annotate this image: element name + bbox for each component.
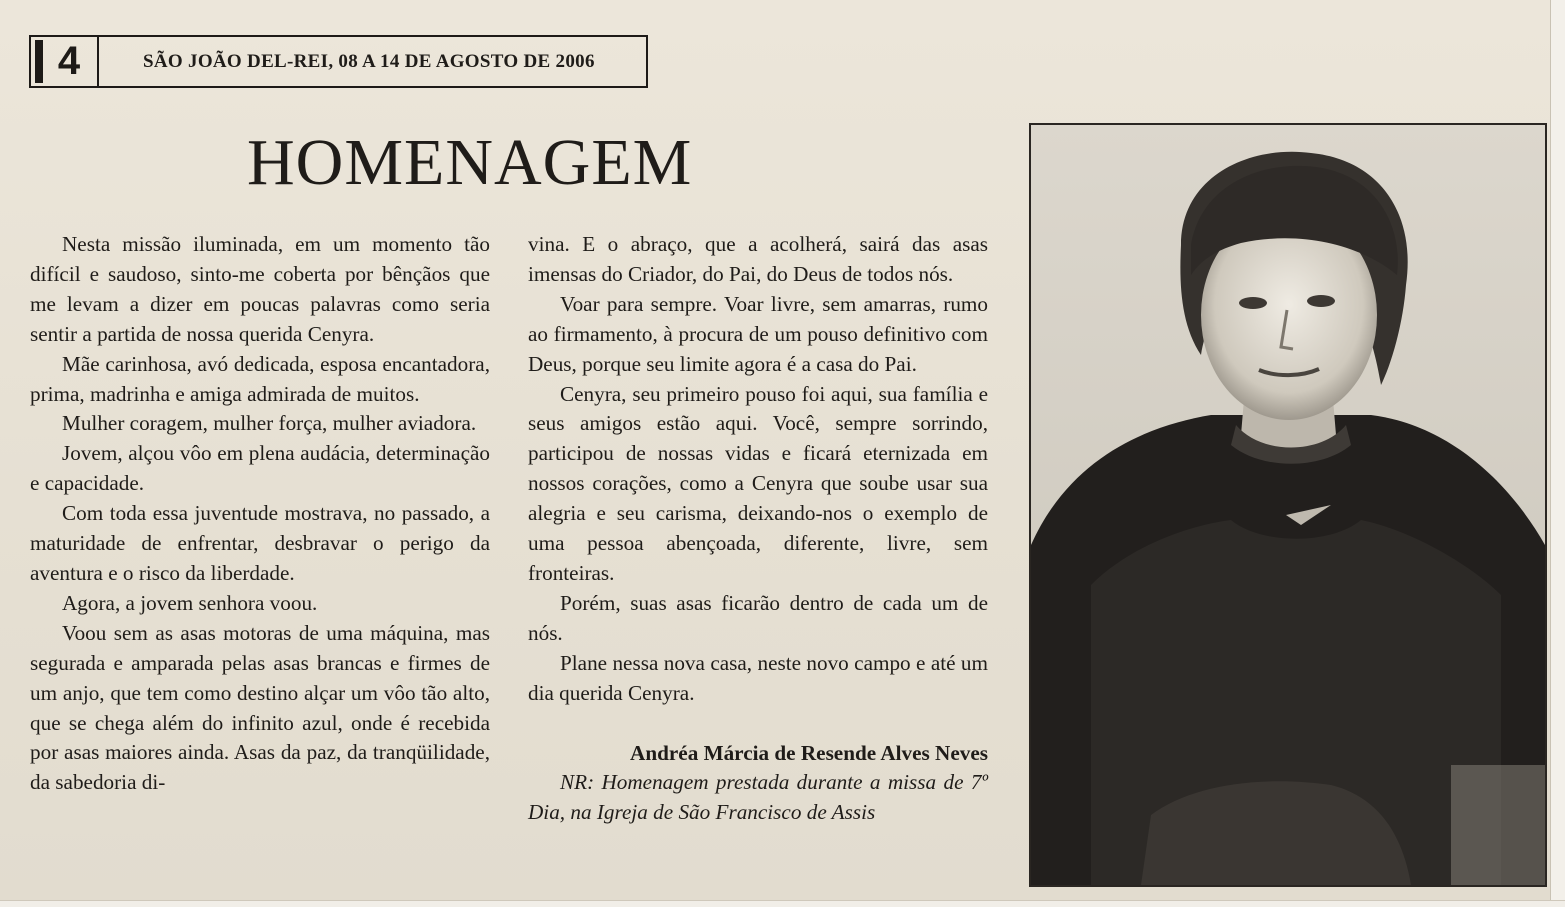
article-column-1 — [30, 230, 490, 798]
article-column-2 — [528, 230, 988, 828]
page-number: 4 — [57, 39, 81, 83]
paragraph: Com toda essa juventude mostrava, no passado, a maturidade de enfrentar, desbravar o perigo da aventura e o risco da liberdade. — [30, 501, 490, 585]
paper-edge-bottom — [0, 900, 1565, 907]
page-header — [29, 35, 648, 88]
paragraph: Agora, a jovem senhora voou. — [62, 590, 318, 615]
portrait-illustration — [1031, 125, 1545, 885]
page-number-box — [31, 37, 99, 86]
paragraph: Cenyra, seu primeiro pouso foi aqui, sua família e seus amigos estão aqui. Você, sempre sorrindo, participou de nossas vidas e ficará eternizada em nossos corações, como a Cenyra que soube usar sua alegria e seu carisma, deixando-nos o exemplo de uma pessoa abençoada, diferente, livre, sem fronteiras. — [528, 381, 988, 585]
paragraph: Nesta missão iluminada, em um momento tão difícil e saudoso, sinto-me coberta por bênçãos que me levam a dizer em poucas palavras como seria sentir a partida de nossa querida Cenyra. — [30, 232, 490, 346]
paragraph: Mulher coragem, mulher força, mulher aviadora. — [62, 411, 477, 436]
editor-note: NR: Homenagem prestada durante a missa de 7º Dia, na Igreja de São Francisco de Assis — [528, 770, 988, 825]
author-name: Andréa Márcia de Resende Alves Neves — [630, 740, 988, 765]
page-number-bar — [35, 40, 43, 83]
paragraph: vina. E o abraço, que a acolherá, sairá das asas imensas do Criador, do Pai, do Deus de todos nós. — [528, 232, 988, 286]
portrait-photo — [1029, 123, 1547, 887]
paragraph: Mãe carinhosa, avó dedicada, esposa encantadora, prima, madrinha e amiga admirada de muitos. — [30, 351, 490, 406]
paragraph: Voou sem as asas motoras de uma máquina, mas segurada e amparada pelas asas brancas e firmes de um anjo, que tem como destino alçar um vôo tão alto, que se chega além do infinito azul, onde é recebida por asas maiores ainda. Asas da paz, da tranqüilidade, da sabedoria di- — [30, 620, 490, 795]
paragraph: Porém, suas asas ficarão dentro de cada um de nós. — [528, 590, 988, 645]
paragraph: Plane nessa nova casa, neste novo campo e até um dia querida Cenyra. — [528, 650, 988, 705]
dateline: SÃO JOÃO DEL-REI, 08 A 14 DE AGOSTO DE 2006 — [143, 51, 595, 72]
article-title: HOMENAGEM — [247, 126, 693, 199]
paragraph: Jovem, alçou vôo em plena audácia, determinação e capacidade. — [30, 441, 490, 496]
paper-edge-right — [1550, 0, 1565, 907]
paragraph: Voar para sempre. Voar livre, sem amarras, rumo ao firmamento, à procura de um pouso definitivo com Deus, porque seu limite agora é a casa do Pai. — [528, 291, 988, 376]
